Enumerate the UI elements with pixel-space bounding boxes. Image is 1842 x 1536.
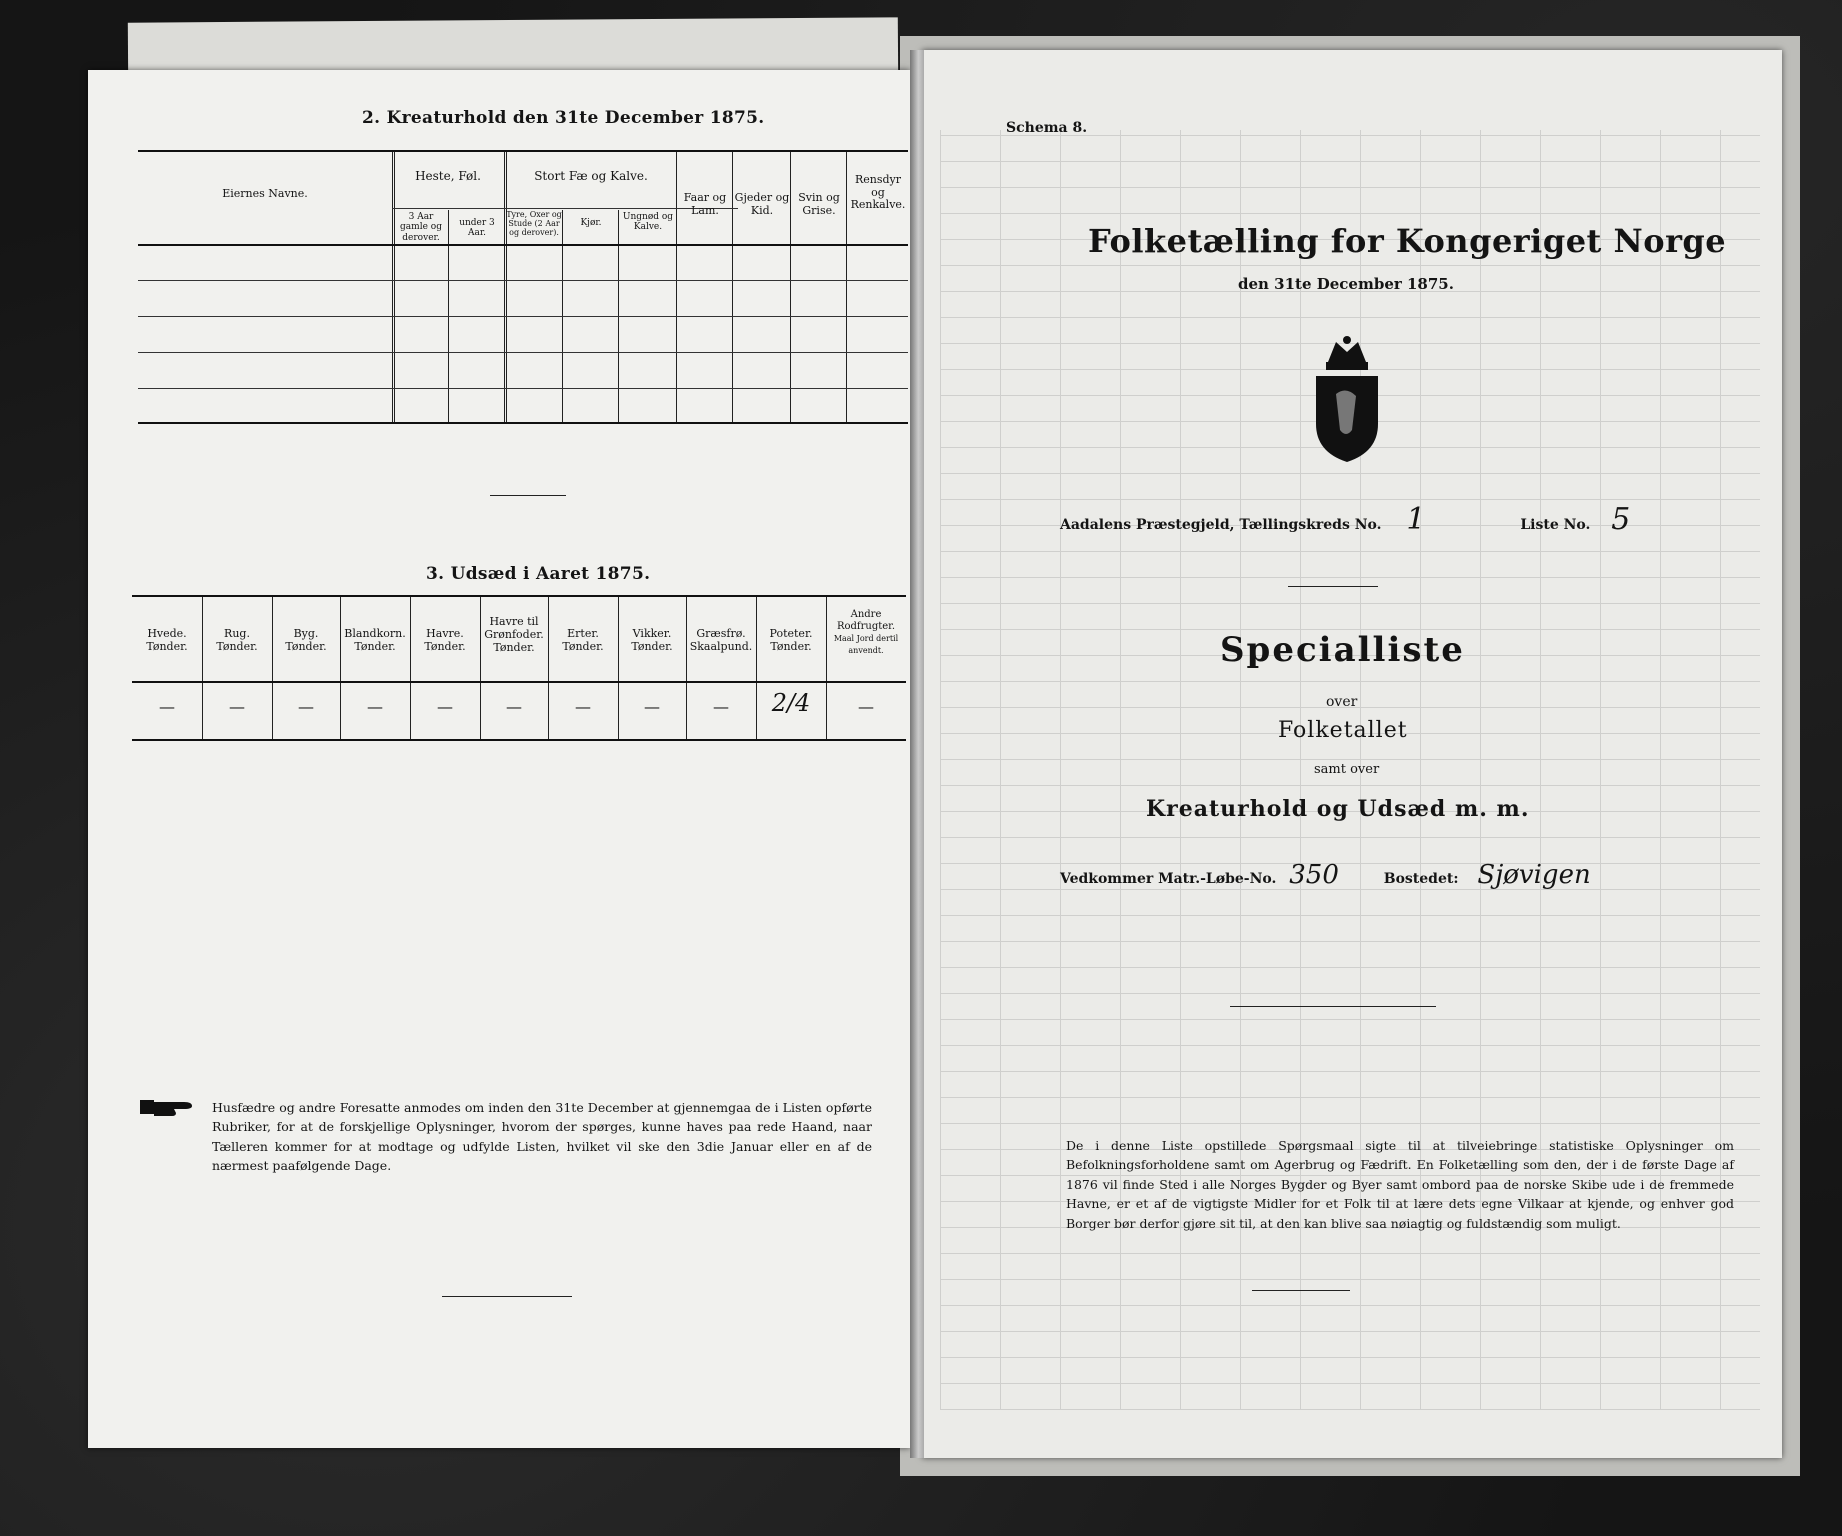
bottom-rule-right [1252, 1290, 1350, 1291]
rodfrugter-value: — [858, 697, 874, 716]
havre-gronfoder-header: Havre til Grønfoder. Tønder. [484, 615, 544, 655]
census-date: den 31te December 1875. [1238, 275, 1454, 293]
page-fold [910, 50, 924, 1458]
erter-header: Erter. Tønder. [562, 627, 604, 654]
samt-over-label: samt over [1314, 762, 1380, 777]
mid-rule-right [1230, 1006, 1436, 1007]
horses-under3-header: under 3 Aar. [459, 218, 495, 239]
goats-header: Gjeder og Kid. [734, 191, 790, 217]
coat-of-arms-icon [1306, 334, 1388, 464]
bosted-value: Sjøvigen [1477, 860, 1591, 890]
poteter-header: Poteter. Tønder. [769, 627, 813, 654]
bottom-rule-left [442, 1296, 572, 1297]
folketallet-heading: Folketallet [1278, 718, 1408, 743]
graesfro-header: Græsfrø. Skaalpund. [689, 627, 753, 654]
poteter-value: 2/4 [771, 689, 811, 717]
pigs-header: Svin og Grise. [798, 191, 840, 217]
cattle-group-header: Stort Fæ og Kalve. [534, 169, 648, 183]
horses-3y-header: 3 Aar gamle og derover. [400, 212, 442, 243]
liste-number: 5 [1611, 502, 1631, 537]
main-title: Folketælling for Kongeriget Norge [1088, 222, 1727, 260]
vikker-value: — [644, 697, 660, 716]
rug-header: Rug. Tønder. [216, 627, 258, 654]
explanatory-paragraph: De i denne Liste opstillede Spørgsmaal sigte til at tilveiebringe statistiske Oplysninger om Befolkningsforholdene samt om Agerbrug og Fædrift. En Folketælling som den, der i de første Dage af 1876 vil finde Sted i alle Norges Bygder og Byer samt ombord paa de norske Skibe ude i de fremmede Havne, er et af de vigtigste Midler for et Folk til at lære dets egne Vilkaar at kjende, og enhver god Borger bør derfor gjøre sit til, at den kan blive saa nøiagtig og fuldstændig som muligt. [1066, 1138, 1734, 1231]
cattle-bulls-header: Tyre, Oxer og Stude (2 Aar og derover). [506, 210, 562, 238]
matr-number: 350 [1289, 860, 1339, 890]
graesfro-value: — [713, 697, 729, 716]
section3-title: 3. Udsæd i Aaret 1875. [426, 564, 651, 584]
byg-header: Byg. Tønder. [285, 627, 327, 654]
matr-label: Vedkommer Matr.-Løbe-No. [1060, 871, 1277, 887]
rug-value: — [229, 697, 245, 716]
hvede-value: — [159, 697, 175, 716]
bosted-label: Bostedet: [1383, 871, 1459, 887]
havre-gronfoder-value: — [506, 697, 522, 716]
blandkorn-value: — [367, 697, 383, 716]
pointing-hand-icon [140, 1096, 196, 1118]
cattle-young-header: Ungnød og Kalve. [622, 212, 674, 233]
district-label: Aadalens Præstegjeld, Tællingskreds No. [1060, 517, 1382, 533]
livestock-table [138, 150, 908, 424]
schema-label: Schema 8. [1006, 120, 1088, 136]
rodfrugter-header: Andre Rodfrugter. Maal Jord dertil anvendt. [833, 609, 899, 655]
sheep-header: Faar og Lam. [683, 191, 727, 217]
owner-name-header: Eiernes Navne. [222, 187, 308, 200]
reindeer-header: Rensdyr og Renkalve. [850, 173, 906, 212]
byg-value: — [298, 697, 314, 716]
district-line [1060, 502, 1630, 537]
havre-value: — [437, 697, 453, 716]
horses-group-header: Heste, Føl. [415, 169, 481, 183]
kreds-number: 1 [1406, 502, 1426, 537]
instruction-notice: Husfædre og andre Foresatte anmodes om inden den 31te December at gjennemgaa de i Listen opførte Rubriker, for at de forskjellige Oplysninger, hvorom der spørges, kunne haves paa rede Haand, naar Tælleren kommer for at modtage og udfylde Listen, hvilket vil ske den 3die Januar eller en af de nærmest paafølgende Dage. [212, 1100, 872, 1174]
vikker-header: Vikker. Tønder. [631, 627, 673, 654]
erter-value: — [575, 697, 591, 716]
sowing-table [132, 595, 906, 741]
cattle-cows-header: Kjør. [580, 218, 602, 228]
section2-title: 2. Kreaturhold den 31te December 1875. [362, 108, 765, 128]
havre-header: Havre. Tønder. [424, 627, 466, 654]
hvede-header: Hvede. Tønder. [146, 627, 188, 654]
kreaturhold-heading: Kreaturhold og Udsæd m. m. [1146, 796, 1530, 822]
over-label: over [1326, 694, 1358, 710]
blandkorn-header: Blandkorn. Tønder. [344, 627, 406, 654]
divider-rule-right [1288, 586, 1378, 587]
divider-rule [490, 495, 566, 496]
matr-line [1060, 860, 1591, 890]
liste-label: Liste No. [1520, 517, 1591, 533]
specialliste-heading: Specialliste [1220, 630, 1465, 670]
